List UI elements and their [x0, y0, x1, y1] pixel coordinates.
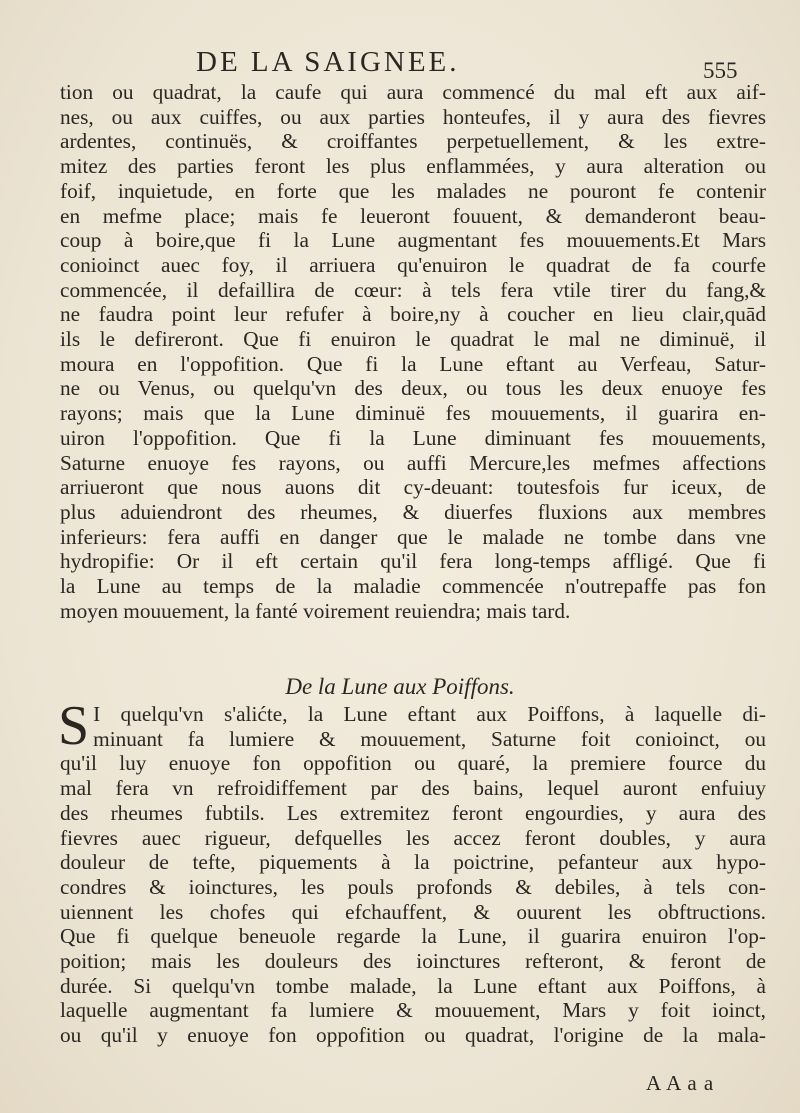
page-number: 555	[703, 58, 738, 83]
running-head-title: DE LA SAIGNEE.	[196, 46, 460, 78]
text-line: mal fera vn refroidiffement par des bains, lequel auront enfuiuy	[60, 776, 766, 801]
drop-cap: S	[58, 695, 90, 757]
running-head	[0, 40, 800, 83]
text-line: ardentes, continuës, & croiffantes perpetuellement, & les extre-	[60, 129, 766, 154]
catchword: A A a a	[646, 1071, 715, 1095]
text-line: Que fi quelque beneuole regarde la Lune, il guarira enuiron l'op-	[60, 924, 766, 949]
text-line: arriueront que nous auons dit cy-deuant: toutesfois fur iceux, de	[60, 475, 766, 500]
text-line: des rheumes fubtils. Les extremitez feront engourdies, y aura des	[60, 800, 766, 825]
text-line: rayons; mais que la Lune diminuë fes mouuements, il guarira en-	[60, 401, 766, 426]
text-line: coup à boire,que fi la Lune augmentant fes mouuements.Et Mars	[60, 228, 766, 253]
text-line: la Lune au temps de la maladie commencée n'outrepaffe pas fon	[60, 574, 766, 599]
text-line: I quelqu'vn s'alićte, la Lune eftant aux Poiffons, à laquelle di-	[93, 702, 766, 726]
text-line: Saturne enuoye fes rayons, ou auffi Mercure,les mefmes affections	[60, 450, 766, 475]
paragraph-1	[60, 80, 766, 623]
text-line: moyen mouuement, la fanté voirement reuiendra; mais tard.	[60, 598, 571, 623]
text-line: uiennent les chofes qui efchauffent, & ouurent les obftructions.	[60, 899, 766, 924]
text-line: en mefme place; mais fe leueront fouuent, & demanderont beau-	[60, 203, 766, 228]
text-line: ne ou Venus, ou quelqu'vn des deux, ou tous les deux enuoye fes	[60, 376, 766, 401]
text-line: inferieurs: fera auffi en danger que le malade ne tombe dans vne	[60, 524, 766, 549]
text-line: ne faudra point leur refufer à boire,ny à coucher en lieu clair,quād	[60, 302, 766, 327]
text-line: laquelle augmentant fa lumiere & mouuement, Mars y foit ioinct,	[60, 998, 766, 1023]
text-line: minuant fa lumiere & mouuement, Saturne foit conioinct, ou	[93, 726, 766, 751]
text-line: uiron l'oppofition. Que fi la Lune diminuant fes mouuements,	[60, 425, 766, 450]
text-line: commencée, il defaillira de cœur: à tels fera vtile tirer du fang,&	[60, 277, 766, 302]
text-line: douleur de tefte, piquements à la poictrine, pefanteur aux hypo-	[60, 850, 766, 875]
text-line: mitez des parties feront les plus enflammées, y aura alteration ou	[60, 154, 766, 179]
text-line: plus aduiendront des rheumes, & diuerfes fluxions aux membres	[60, 499, 766, 524]
text-line: nes, ou aux cuiffes, ou aux parties honteufes, il y aura des fievres	[60, 104, 766, 129]
text-line: hydropifie: Or il eft certain qu'il fera long-temps affligé. Que fi	[60, 549, 766, 574]
text-line: ils le defireront. Que fi enuiron le quadrat le mal ne diminuë, il	[60, 327, 766, 352]
text-line: conioinct auec foy, il arriuera qu'enuiron le quadrat de fa courfe	[60, 252, 766, 277]
text-line: qu'il luy enuoye fon oppofition ou quaré, la premiere fource du	[60, 751, 766, 776]
text-line: foif, inquietude, en forte que les malades ne pouront fe contenir	[60, 178, 766, 203]
text-line: tion ou quadrat, la caufe qui aura commencé du mal eft aux aif-	[60, 80, 766, 104]
text-line: durée. Si quelqu'vn tombe malade, la Lune eftant aux Poiffons, à	[60, 973, 766, 998]
text-line: condres & ioinctures, les pouls profonds & debiles, à tels con-	[60, 874, 766, 899]
text-line: moura en l'oppofition. Que fi la Lune eftant au Verfeau, Satur-	[60, 351, 766, 376]
section-heading: De la Lune aux Poiffons.	[285, 674, 515, 699]
text-line: ou qu'il y enuoye fon oppofition ou quadrat, l'origine de la mala-	[60, 1023, 766, 1048]
text-line: fievres auec rigueur, defquelles les accez feront doubles, y aura	[60, 825, 766, 850]
paragraph-2	[58, 695, 766, 1048]
text-line: poition; mais les douleurs des ioinctures refteront, & feront de	[60, 949, 766, 974]
